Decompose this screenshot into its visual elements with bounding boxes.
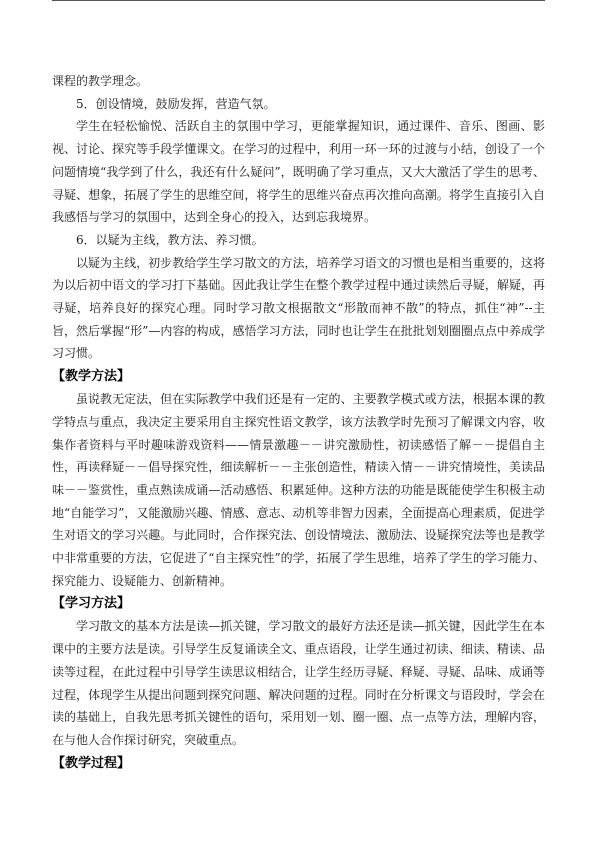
teaching-process-heading: 【教学过程】	[52, 755, 131, 771]
item-5-title: 5．创设情境，鼓励发挥，营造气氛。	[76, 96, 276, 111]
learning-method-body: 学习散文的基本方法是读—抓关键，学习散文的最好方法还是读—抓关键，因此学生在本课中的主要方法是读。引导学生反复诵读全文、重点语段，让学生通过初读、细读、精读、品读等过程，在此过程中引导学生读思议相结合，让学生经历寻疑、释疑、寻疑、品味、成诵等过程，体现学生从提出问题到探究问题、解决问题的过程。同时在分析课文与语段时，学会在读的基础上，自我先思考抓关键性的语句，采用划一划、圈一圈、点一点等方法，理解内容，在与他人合作探讨研究，突破重点。	[52, 619, 545, 747]
teaching-method-heading: 【教学方法】	[52, 369, 131, 385]
item-6-title: 6．以疑为主线，教方法、养习惯。	[76, 232, 264, 247]
teaching-method-body: 虽说教无定法，但在实际教学中我们还是有一定的、主要教学模式或方法，根据本课的教学特点与重点，我决定主要采用自主探究性语文教学，该方法教学时先预习了解课文内容，收集作者资料与平时趣味游戏资料——情景激趣－－讲究激励性，初读感悟了解－－提倡自主性，再读释疑－－倡导探究性，细读解析－－主张创造性，精读入情－－讲究情境性，美读品味－－鉴赏性，重点熟读成诵—活动感悟、积累延伸。这种方法的功能是既能使学生积极主动地“自能学习”，又能激励兴趣、情感、意志、动机等非智力因素，全面提高心理素质，促进学生对语文的学习兴趣。与此同时，合作探究法、创设情境法、激励法、设疑探究法等也是教学中非常重要的方法，它促进了“自主探究性”的学，拓展了学生思维，培养了学生的学习能力、探究能力、设疑能力、创新精神。	[52, 392, 545, 588]
document-body	[52, 70, 545, 775]
learning-method-heading: 【学习方法】	[52, 596, 131, 612]
intro-paragraph: 课程的教学理念。	[52, 74, 149, 88]
item-5-body: 学生在轻松愉悦、活跃自主的氛围中学习，更能掌握知识，通过课件、音乐、图画、影视、讨论、探究等手段学懂课文。在学习的过程中，利用一环一环的过渡与小结，创设了一个问题情境“我学到了什么，我还有什么疑问”，既明确了学习重点，又大大激活了学生的思考、寻疑、想象，拓展了学生的思维空间，将学生的思维兴奋点再次推向高潮。将学生直接引入自我感悟与学习的氛围中，达到全身心的投入，达到忘我境界。	[52, 119, 545, 225]
item-6-body: 以疑为主线，初步教给学生学习散文的方法，培养学习语文的习惯也是相当重要的，这将为以后初中语文的学习打下基础。因此我让学生在整个教学过程中通过读然后寻疑，解疑，再寻疑，培养良好的探究心理。同时学习散文根据散文“形散而神不散”的特点，抓住“神”--主旨，然后掌握“形”—内容的构成，感悟学习方法，同时也让学生在批批划划圈圈点点中养成学习习惯。	[52, 255, 545, 361]
header-rule	[52, 0, 545, 1]
